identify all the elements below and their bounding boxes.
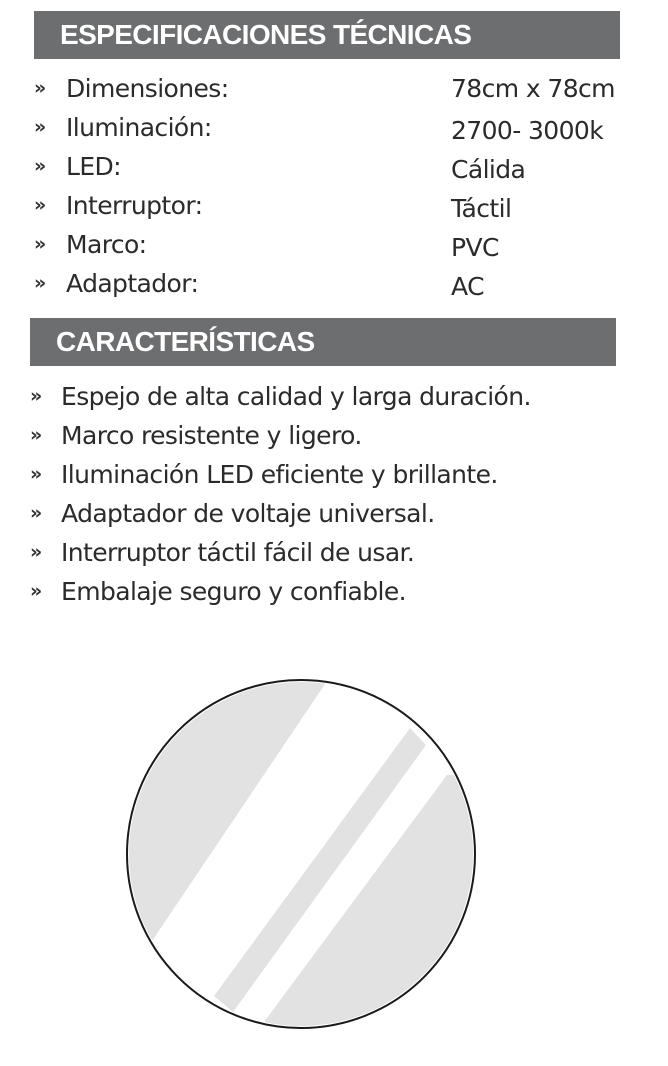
spec-label: Adaptador: — [66, 269, 199, 298]
feature-item — [30, 572, 650, 611]
specs-section-header: ESPECIFICACIONES TÉCNICAS — [34, 11, 620, 59]
feature-text: Iluminación LED eficiente y brillante. — [61, 460, 498, 489]
spec-value: Táctil — [451, 194, 512, 223]
feature-item — [30, 416, 650, 455]
spec-row-illumination — [34, 108, 634, 147]
spec-row-switch — [34, 186, 634, 225]
feature-text: Interruptor táctil fácil de usar. — [61, 538, 415, 567]
bullet-icon: » — [34, 77, 46, 99]
bullet-icon: » — [30, 463, 42, 485]
spec-row-frame — [34, 225, 634, 264]
feature-text: Espejo de alta calidad y larga duración. — [61, 382, 531, 411]
spec-row-led — [34, 147, 634, 186]
spec-value: 78cm x 78cm — [451, 74, 615, 103]
feature-text: Embalaje seguro y confiable. — [61, 577, 407, 606]
spec-label: LED: — [66, 152, 121, 181]
spec-label: Dimensiones: — [66, 74, 229, 103]
feature-item — [30, 377, 650, 416]
feature-item — [30, 533, 650, 572]
spec-label: Interruptor: — [66, 191, 203, 220]
spec-row-adapter — [34, 264, 634, 303]
bullet-icon: » — [34, 272, 46, 294]
bullet-icon: » — [34, 194, 46, 216]
bullet-icon: » — [30, 541, 42, 563]
spec-row-dimensions — [34, 69, 634, 108]
spec-value: AC — [451, 272, 484, 301]
spec-label: Marco: — [66, 230, 147, 259]
bullet-icon: » — [34, 116, 46, 138]
spec-value: Cálida — [451, 155, 526, 184]
spec-value: PVC — [451, 233, 499, 262]
bullet-icon: » — [30, 580, 42, 602]
feature-item — [30, 455, 650, 494]
feature-text: Marco resistente y ligero. — [61, 421, 362, 450]
feature-item — [30, 494, 650, 533]
round-mirror-illustration — [120, 672, 482, 1038]
bullet-icon: » — [34, 155, 46, 177]
bullet-icon: » — [34, 233, 46, 255]
bullet-icon: » — [30, 385, 42, 407]
specs-list — [34, 69, 634, 303]
spec-label: Iluminación: — [66, 113, 212, 142]
features-section-header: CARACTERÍSTICAS — [30, 318, 616, 366]
feature-text: Adaptador de voltaje universal. — [61, 499, 435, 528]
bullet-icon: » — [30, 424, 42, 446]
bullet-icon: » — [30, 502, 42, 524]
spec-value: 2700- 3000k — [451, 116, 604, 145]
features-list — [30, 377, 650, 611]
